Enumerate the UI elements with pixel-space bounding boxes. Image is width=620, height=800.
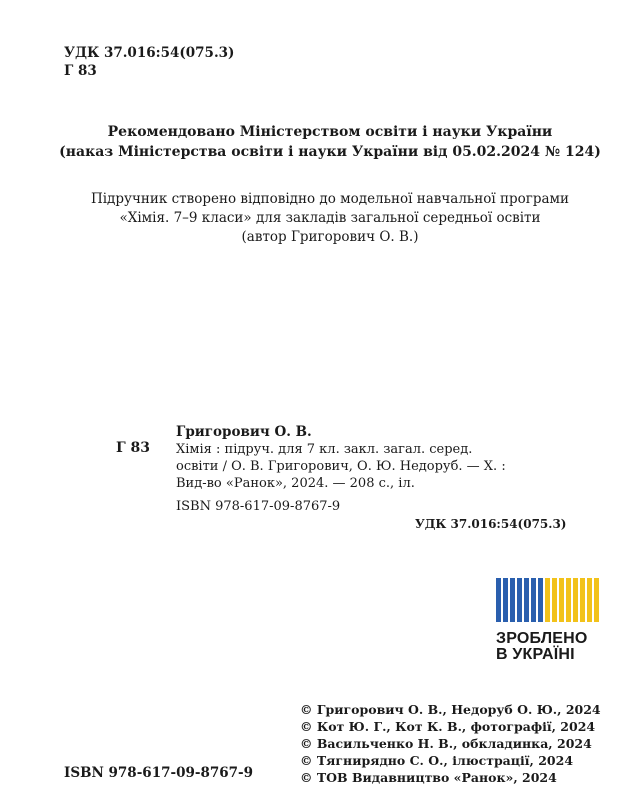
flag-stripe (538, 578, 543, 622)
flag-stripe (510, 578, 515, 622)
flag-stripe (580, 578, 585, 622)
bibliographic-code: Г 83 (116, 440, 151, 456)
flag-stripe (531, 578, 536, 622)
program-note (40, 190, 620, 247)
flag-stripe (524, 578, 529, 622)
recommendation-line-2: (наказ Міністерства освіти і науки України від 05.02.2024 № 124) (59, 144, 601, 160)
bibliographic-isbn: ISBN 978-617-09-8767-9 (176, 499, 341, 514)
flag-stripe (517, 578, 522, 622)
recommendation-block (40, 122, 620, 162)
flag-stripes-icon (496, 578, 606, 622)
flag-stripe (594, 578, 599, 622)
udk-block (64, 44, 234, 80)
isbn-bottom: ISBN 978-617-09-8767-9 (64, 765, 254, 781)
flag-stripe (566, 578, 571, 622)
program-note-line-3: (автор Григорович О. В.) (241, 229, 419, 245)
flag-stripe (587, 578, 592, 622)
bibliographic-udk: УДК 37.016:54(075.3) (415, 517, 567, 531)
bibliographic-line-2: освіти / О. В. Григорович, О. Ю. Недоруб. — Х. : (176, 459, 506, 474)
bibliographic-record (176, 424, 576, 515)
flag-stripe (496, 578, 501, 622)
badge-line-1: ЗРОБЛЕНО (496, 630, 588, 647)
copyright-block (300, 701, 601, 786)
flag-stripe (559, 578, 564, 622)
copyright-line: © ТОВ Видавництво «Ранок», 2024 (300, 770, 557, 785)
bibliographic-line-1: Хімія : підруч. для 7 кл. закл. загал. серед. (176, 442, 473, 457)
recommendation-line-1: Рекомендовано Міністерством освіти і науки України (107, 124, 553, 140)
program-note-line-2: «Хімія. 7–9 класи» для закладів загальної середньої освіти (119, 210, 541, 226)
copyright-line: © Васильченко Н. В., обкладинка, 2024 (300, 736, 592, 751)
program-note-line-1: Підручник створено відповідно до модельної навчальної програми (90, 191, 570, 207)
made-in-ukraine-badge (496, 578, 606, 663)
flag-stripe (573, 578, 578, 622)
flag-stripe (552, 578, 557, 622)
copyright-line: © Кот Ю. Г., Кот К. В., фотографії, 2024 (300, 719, 596, 734)
badge-line-2: В УКРАЇНІ (496, 646, 575, 663)
bibliographic-author: Григорович О. В. (176, 424, 312, 440)
copyright-line: © Григорович О. В., Недоруб О. Ю., 2024 (300, 702, 601, 717)
author-code: Г 83 (64, 63, 97, 79)
flag-stripe (545, 578, 550, 622)
udk-code: УДК 37.016:54(075.3) (64, 45, 235, 61)
copyright-line: © Тягнирядно С. О., ілюстрації, 2024 (300, 753, 574, 768)
bibliographic-line-3: Вид-во «Ранок», 2024. — 208 с., іл. (176, 476, 415, 491)
flag-stripe (503, 578, 508, 622)
